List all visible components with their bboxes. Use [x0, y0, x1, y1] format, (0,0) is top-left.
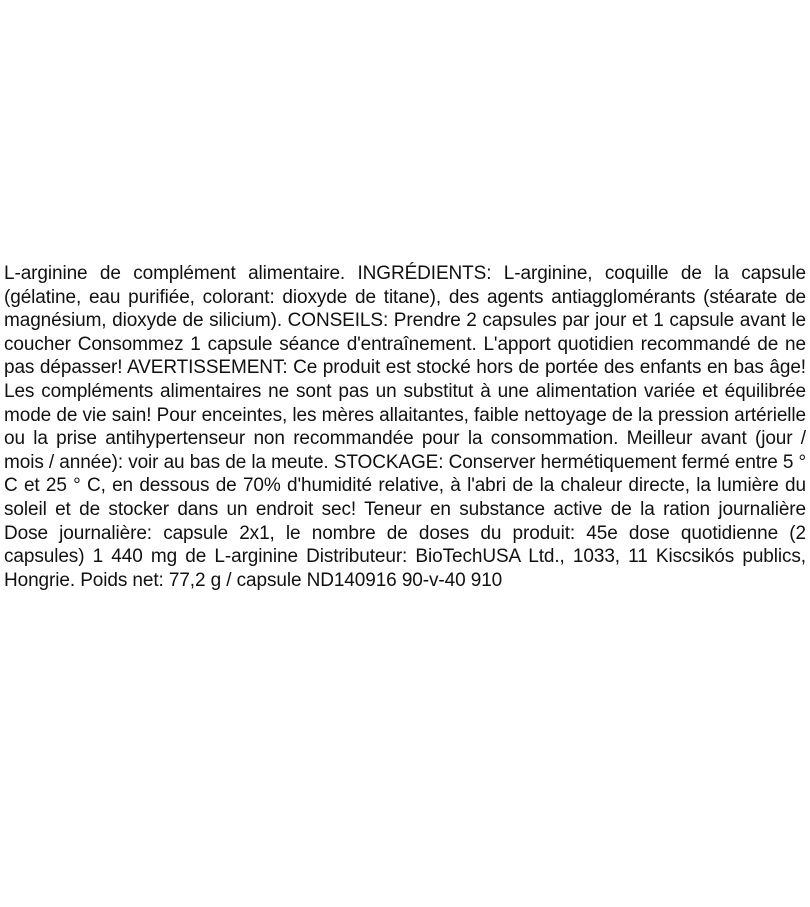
- product-label-text: L-arginine de complément alimentaire. INGRÉDIENTS: L-arginine, coquille de la capsule (gélatine, eau purifiée, colorant: dioxyde de titane), des agents antiagglomérants (stéarate de magnésium, dioxyde de silicium). CONSEILS: Prendre 2 capsules par jour et 1 capsule avant le coucher Consommez 1 capsule séance d'entraînement. L'apport quotidien recommandé de ne pas dépasser! AVERTISSEMENT: Ce produit est stocké hors de portée des enfants en bas âge! Les compléments alimentaires ne sont pas un substitut à une alimentation variée et équilibrée mode de vie sain! Pour enceintes, les mères allaitantes, faible nettoyage de la pression artérielle ou la prise antihypertenseur non recommandée pour la consommation. Meilleur avant (jour / mois / année): voir au bas de la meute. STOCKAGE: Conserver hermétiquement fermé entre 5 ° C et 25 ° C, en dessous de 70% d'humidité relative, à l'abri de la chaleur directe, la lumière du soleil et de stocker dans un endroit sec! Teneur en substance active de la ration journalière Dose journalière: capsule 2x1, le nombre de doses du produit: 45e dose quotidienne (2 capsules) 1 440 mg de L-arginine Distributeur: BioTechUSA Ltd., 1033, 11 Kiscsikós publics, Hongrie. Poids net: 77,2 g / capsule ND140916 90-v-40 910: [4, 263, 806, 591]
